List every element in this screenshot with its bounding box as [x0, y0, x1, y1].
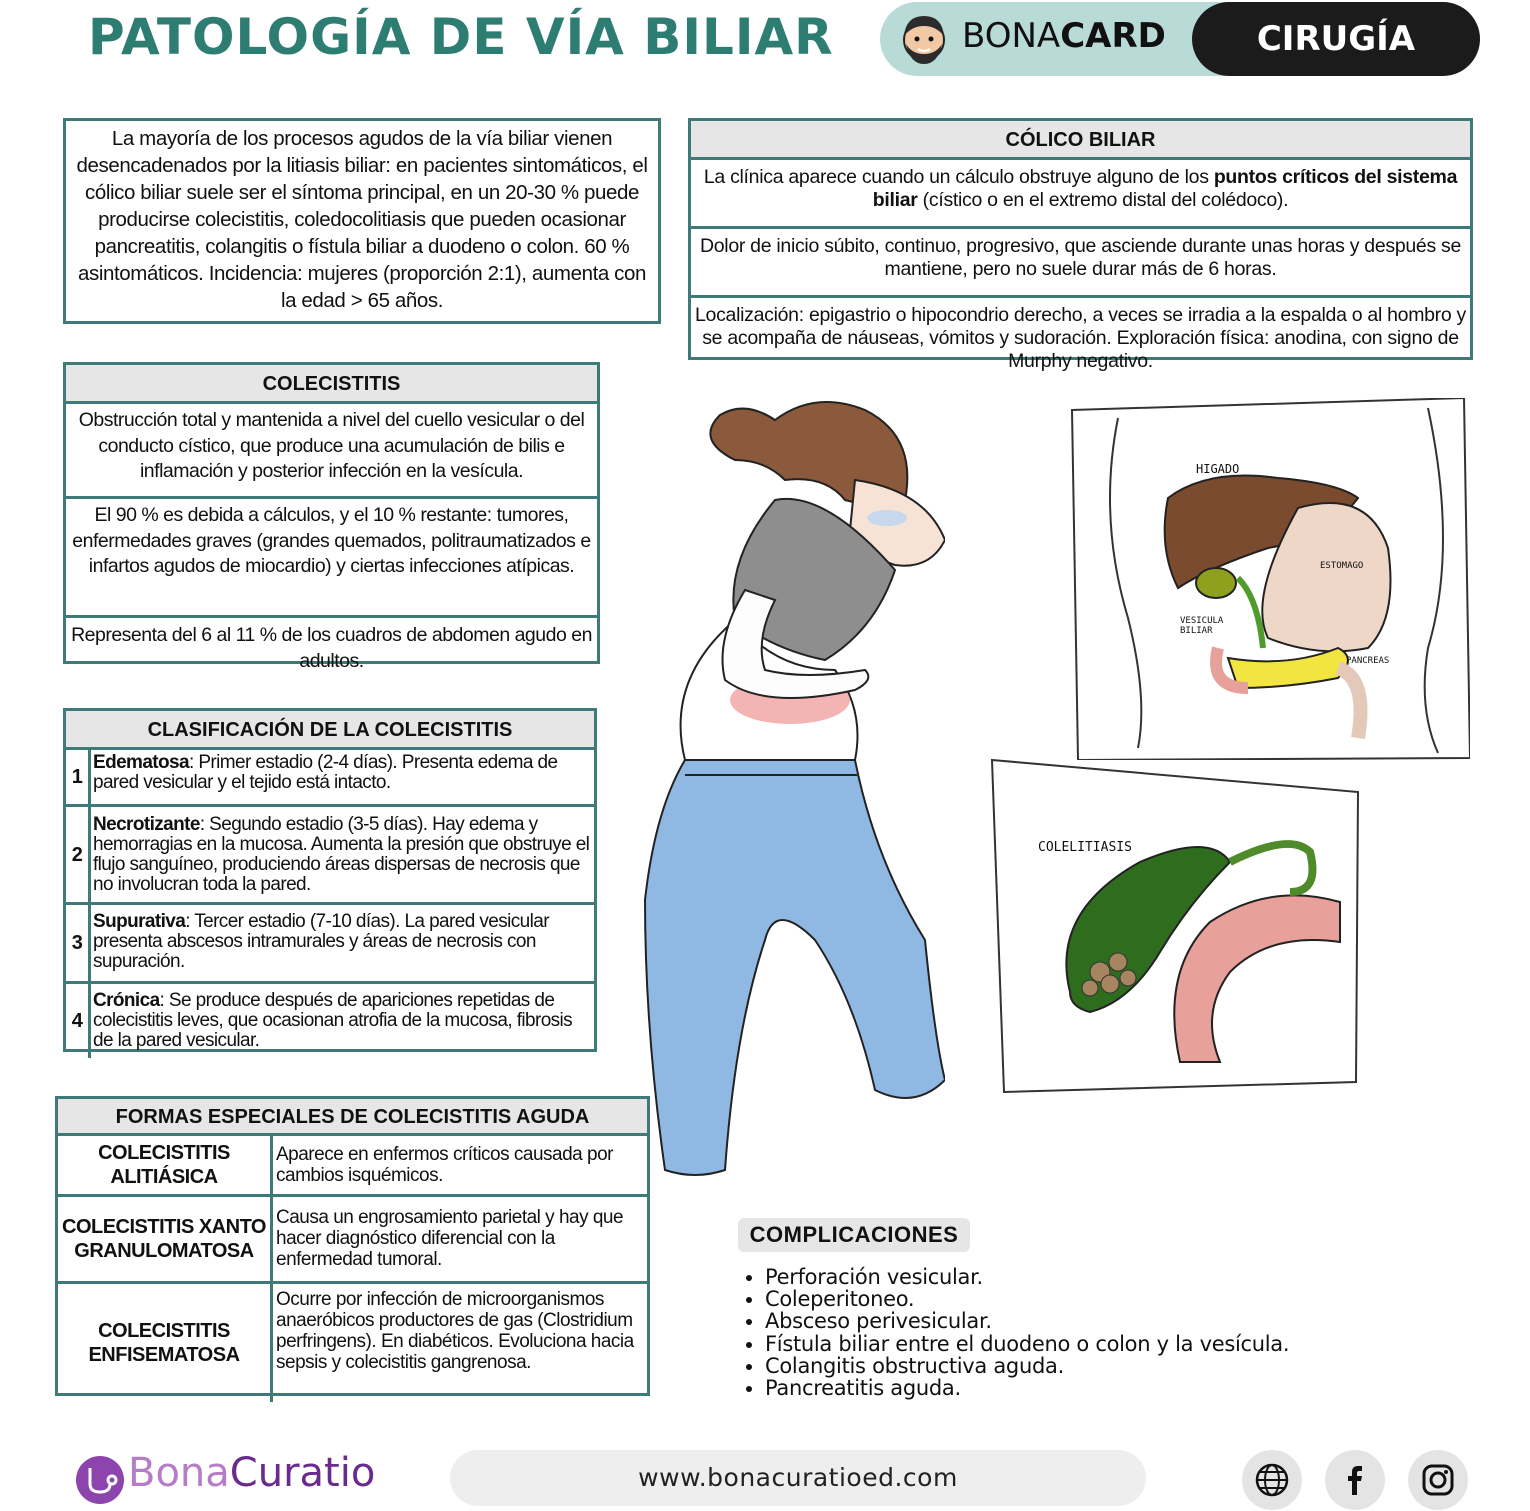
stage-text: Crónica: Se produce después de apariciones repetidas de colecistitis leves, que ocasionan atrofia de la mucosa, fibrosis de la pared vesicular. — [93, 990, 573, 1051]
colico-row: Localización: epigastrio o hipocondrio derecho, a veces se irradia a la espalda o al hombro y se acompaña de náuseas, vómitos y sudoración. Exploración física: anodina, con signo de Murphy negativo. — [695, 304, 1466, 372]
list-item: • Pancreatitis aguda. — [765, 1377, 1289, 1399]
bonacuratio-logo-icon — [74, 1454, 126, 1506]
list-item: • Colangitis obstructiva aguda. — [765, 1355, 1289, 1377]
list-item: • Perforación vesicular. — [765, 1266, 1289, 1288]
website-link[interactable]: www.bonacuratioed.com — [450, 1450, 1146, 1506]
forma-name: COLECISTITIS ENFISEMATOSA — [58, 1284, 273, 1402]
forma-desc: Causa un engrosamiento parietal y hay que hacer diagnóstico diferencial con la enfermedad tumoral. — [276, 1207, 624, 1270]
globe-icon[interactable] — [1242, 1450, 1302, 1510]
formas-row — [58, 1197, 647, 1284]
formas-row — [58, 1136, 647, 1197]
stage-number: 1 — [66, 750, 91, 804]
category-badge: CIRUGÍA — [1192, 2, 1480, 76]
liver-label: HIGADO — [1196, 462, 1240, 476]
colecistitis-row: Obstrucción total y mantenida a nivel del cuello vesicular o del conducto cístico, que produce una acumulación de bilis e inflamación y posterior infección en la vesícula. — [66, 404, 597, 499]
complicaciones-title: COMPLICACIONES — [738, 1218, 970, 1252]
colelitiasis-panel — [990, 752, 1360, 1098]
colico-row: Dolor de inicio súbito, continuo, progresivo, que asciende durante unas horas y después se mantiene, pero no suele durar más de 6 horas. — [691, 229, 1470, 298]
clasificacion-row — [66, 750, 594, 807]
colecistitis-box — [63, 362, 600, 672]
list-item: • Coleperitoneo. — [765, 1288, 1289, 1310]
intro-box: La mayoría de los procesos agudos de la vía biliar vienen desencadenados por la litiasis biliar: en pacientes sintomáticos, el cólico biliar suele ser el síntoma principal, en un 20-30 % puede producirse colecistitis, coledocolitiasis que pueden ocasionar pancreatitis, colangitis o fístula biliar a duodeno o colon. 60 % asintomáticos. Incidencia: mujeres (proporción 2:1), aumenta con la edad > 65 años. — [63, 118, 661, 324]
stage-text: Supurativa: Tercer estadio (7-10 días). La pared vesicular presenta abscesos intramurales y áreas de necrosis con supuración. — [93, 911, 549, 972]
clasificacion-row — [66, 984, 594, 1058]
colico-box — [688, 118, 1473, 372]
stomach-label: ESTOMAGO — [1320, 561, 1364, 571]
brand-name: BONACARD — [962, 16, 1166, 56]
formas-row — [58, 1284, 647, 1402]
formas-title: FORMAS ESPECIALES DE COLECISTITIS AGUDA — [58, 1099, 647, 1136]
anatomy-panel — [1068, 398, 1470, 760]
clasificacion-title: CLASIFICACIÓN DE LA COLECISTITIS — [66, 711, 594, 750]
colelitiasis-label: COLELITIASIS — [1038, 840, 1132, 855]
forma-name: COLECISTITIS XANTOGRANULOMATOSA — [58, 1197, 273, 1281]
colico-title: CÓLICO BILIAR — [691, 121, 1470, 160]
stage-number: 3 — [66, 905, 91, 981]
avatar-icon — [896, 10, 952, 66]
gallbladder-label: VESICULA BILIAR — [1180, 616, 1224, 636]
colecistitis-row: Representa del 6 al 11 % de los cuadros de abdomen agudo en adultos. — [71, 624, 592, 672]
forma-desc: Aparece en enfermos críticos causada por cambios isquémicos. — [276, 1144, 613, 1186]
stage-text: Edematosa: Primer estadio (2-4 días). Presenta edema de pared vesicular y el tejido está intacto. — [93, 752, 558, 793]
stage-number: 4 — [66, 984, 91, 1058]
forma-desc: Ocurre por infección de microorganismos anaeróbicos productores de gas (Clostridium perfringens). En diabéticos. Evoluciona hacia sepsis y colecistitis gangrenosa. — [276, 1289, 634, 1373]
list-item: • Absceso perivesicular. — [765, 1310, 1289, 1332]
clasificacion-row — [66, 807, 594, 905]
clasificacion-box — [63, 708, 597, 1052]
pancreas-label: PANCREAS — [1346, 656, 1390, 666]
colecistitis-title: COLECISTITIS — [66, 365, 597, 404]
footer-logo: BonaCuratio — [128, 1450, 376, 1496]
complicaciones-list — [742, 1266, 1289, 1399]
clasificacion-row — [66, 905, 594, 984]
colecistitis-row: El 90 % es debida a cálculos, y el 10 % restante: tumores, enfermedades graves (grandes quemados, politraumatizados e infartos agudos de miocardio) y ciertas infecciones atípicas. — [66, 499, 597, 618]
stage-number: 2 — [66, 807, 91, 902]
woman-illustration — [625, 380, 945, 1180]
forma-name: COLECISTITIS ALITIÁSICA — [58, 1136, 273, 1194]
facebook-icon[interactable] — [1325, 1450, 1385, 1510]
list-item: • Fístula biliar entre el duodeno o colon y la vesícula. — [765, 1333, 1289, 1355]
colico-row: La clínica aparece cuando un cálculo obstruye alguno de los puntos críticos del sistema biliar (cístico o en el extremo distal del colédoco). — [691, 160, 1470, 229]
formas-box — [55, 1096, 650, 1396]
instagram-icon[interactable] — [1408, 1450, 1468, 1510]
page-title: PATOLOGÍA DE VÍA BILIAR — [88, 8, 834, 66]
stage-text: Necrotizante: Segundo estadio (3-5 días). Hay edema y hemorragias en la mucosa. Aumenta la presión que obstruye el flujo sanguíneo, produciendo áreas dispersas de necrosis que no involucran toda la pared. — [93, 814, 590, 895]
